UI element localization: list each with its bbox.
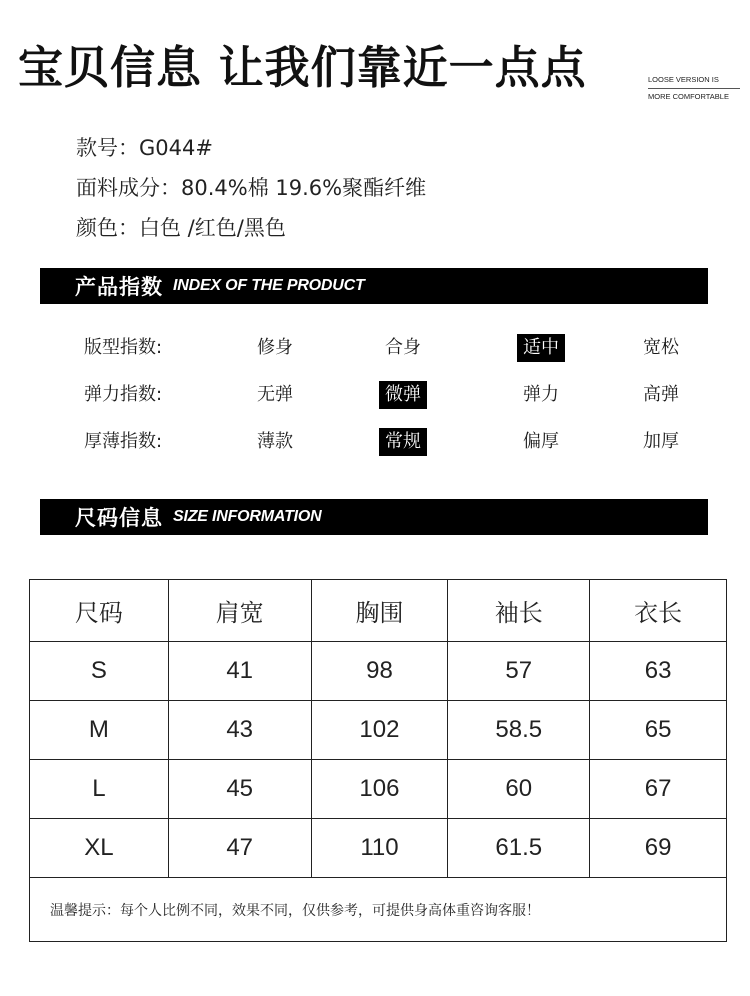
- size-table-header-cell: 胸围: [311, 580, 448, 642]
- index-option-selected: 适中: [517, 334, 565, 362]
- index-option: 合身: [385, 337, 421, 358]
- index-option: 修身: [257, 337, 293, 358]
- size-table-header-cell: 尺码: [30, 580, 169, 642]
- table-row: [30, 642, 727, 701]
- size-table-cell: 106: [311, 760, 448, 819]
- size-table-cell: 43: [168, 701, 311, 760]
- size-table-header-row: [30, 580, 727, 642]
- index-row: [0, 334, 750, 362]
- size-table-cell: 102: [311, 701, 448, 760]
- product-index-title: 产品指数: [75, 275, 163, 299]
- size-info-header: [40, 499, 708, 535]
- size-table-note-row: [30, 878, 727, 942]
- index-option: 无弹: [257, 384, 293, 405]
- table-row: [30, 760, 727, 819]
- size-table-header-cell: 袖长: [448, 580, 590, 642]
- index-option: 加厚: [643, 431, 679, 452]
- size-table-cell: 69: [590, 819, 727, 878]
- size-table-cell: 58.5: [448, 701, 590, 760]
- size-table-cell: 61.5: [448, 819, 590, 878]
- size-table-cell: 41: [168, 642, 311, 701]
- size-info-subtitle: SIZE INFORMATION: [173, 508, 322, 525]
- index-row: [0, 381, 750, 409]
- size-table-cell: M: [30, 701, 169, 760]
- index-option: 弹力: [523, 384, 559, 405]
- index-option: 薄款: [257, 431, 293, 452]
- size-table-cell: 98: [311, 642, 448, 701]
- product-index-header: [40, 268, 708, 304]
- index-row-label: 弹力指数:: [84, 384, 163, 405]
- size-table-header-cell: 肩宽: [168, 580, 311, 642]
- tagline-divider: [648, 88, 740, 89]
- index-option: 宽松: [643, 337, 679, 358]
- index-option-selected: 常规: [379, 428, 427, 456]
- size-table-cell: 63: [590, 642, 727, 701]
- size-info-title: 尺码信息: [75, 506, 163, 530]
- size-table-cell: 47: [168, 819, 311, 878]
- page-title: 宝贝信息 让我们靠近一点点: [18, 41, 587, 94]
- size-table-cell: 65: [590, 701, 727, 760]
- size-table-cell: 45: [168, 760, 311, 819]
- table-row: [30, 701, 727, 760]
- product-index-subtitle: INDEX OF THE PRODUCT: [173, 277, 365, 294]
- fabric-composition: 面料成分：80.4%棉 19.6%聚酯纤维: [76, 176, 427, 200]
- size-table-cell: 60: [448, 760, 590, 819]
- table-row: [30, 819, 727, 878]
- tagline-line-2: MORE COMFORTABLE: [648, 92, 729, 101]
- style-number: 款号：G044#: [76, 136, 213, 160]
- tagline-line-1: LOOSE VERSION IS: [648, 75, 719, 84]
- index-option: 偏厚: [523, 431, 559, 452]
- index-row-label: 厚薄指数:: [84, 431, 163, 452]
- product-info: [76, 128, 426, 248]
- index-row-label: 版型指数:: [84, 337, 163, 358]
- size-table-cell: 67: [590, 760, 727, 819]
- tagline: [648, 73, 742, 104]
- size-table-cell: S: [30, 642, 169, 701]
- index-option-selected: 微弹: [379, 381, 427, 409]
- index-row: [0, 428, 750, 456]
- size-table-cell: L: [30, 760, 169, 819]
- size-table-cell: 110: [311, 819, 448, 878]
- size-table-cell: XL: [30, 819, 169, 878]
- size-table: [29, 579, 727, 942]
- color-options: 颜色：白色 /红色/黑色: [76, 216, 286, 240]
- size-note: 温馨提示：每个人比例不同，效果不同，仅供参考，可提供身高体重咨询客服！: [30, 878, 727, 942]
- size-table-cell: 57: [448, 642, 590, 701]
- size-table-header-cell: 衣长: [590, 580, 727, 642]
- index-option: 高弹: [643, 384, 679, 405]
